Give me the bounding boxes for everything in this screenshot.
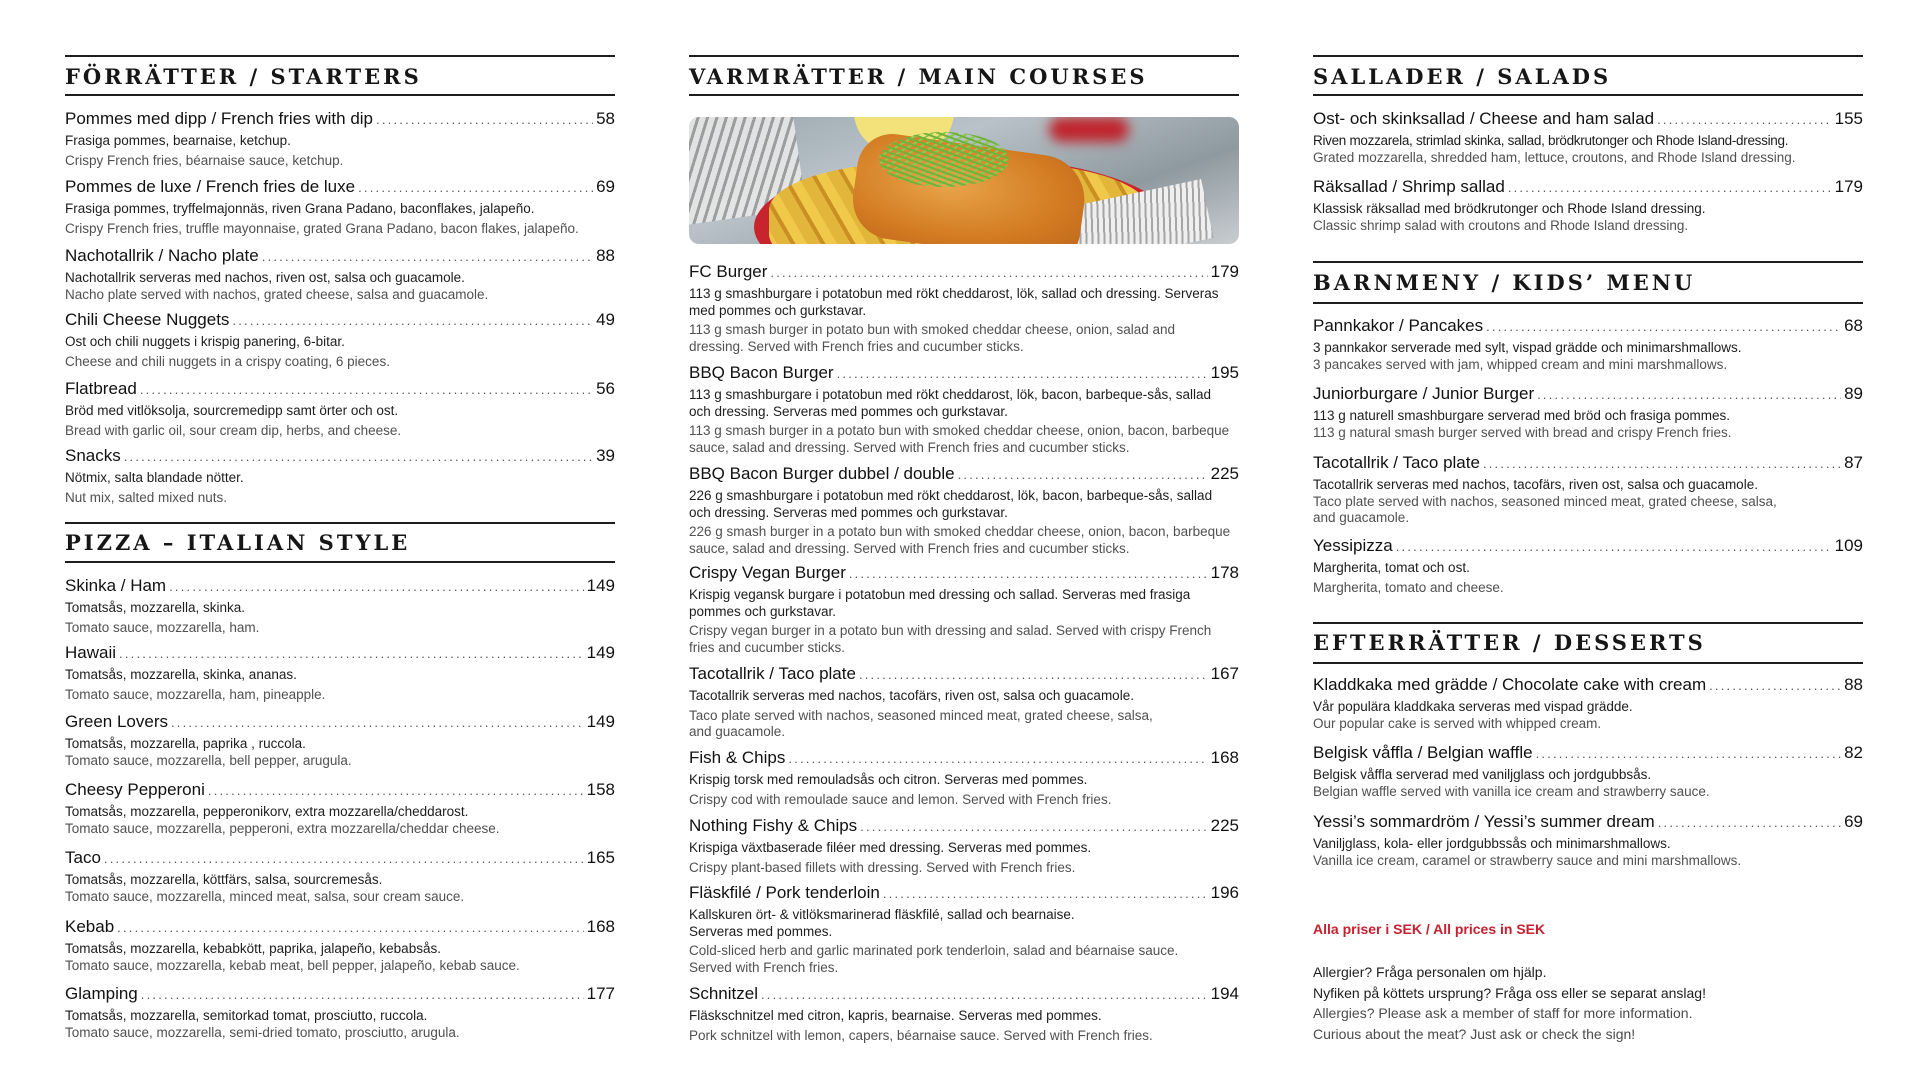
item-desc-sv: Krispiga växtbaserade filéer med dressing. Serveras med pommes. — [689, 840, 1092, 855]
item-desc-sv: Nachotallrik serveras med nachos, riven ost, salsa och guacamole. — [65, 270, 465, 285]
menu-item — [689, 748, 1239, 808]
section-title-salads: SALLADER / SALADS — [1313, 64, 1612, 89]
menu-item — [1313, 384, 1863, 441]
item-price: 82 — [1844, 743, 1863, 762]
item-price: 179 — [1210, 262, 1239, 281]
menu-item — [689, 664, 1239, 741]
item-desc-en: Belgian waffle served with vanilla ice cream and strawberry sauce. — [1313, 783, 1710, 799]
item-desc-sv: Ost och chili nuggets i krispig panering, 6-bitar. — [65, 334, 345, 349]
item-desc-en: Taco plate served with nachos, seasoned minced meat, grated cheese, salsa, and guacamole. — [689, 707, 1153, 739]
leader-dots — [119, 644, 584, 664]
item-desc-sv: Kallskuren ört- & vitlöksmarinerad fläskfilé, sallad och bearnaise. Serveras med pommes. — [689, 907, 1075, 939]
item-desc-sv: Tomatsås, mozzarella, skinka. — [65, 600, 246, 615]
menu-item — [65, 310, 615, 370]
item-desc-sv: Tomatsås, mozzarella, köttfärs, salsa, sourcremesås. — [65, 872, 383, 887]
menu-item — [65, 576, 615, 636]
item-price: 39 — [596, 446, 615, 465]
menu-item — [1313, 743, 1863, 800]
item-desc-en: Cold-sliced herb and garlic marinated pork tenderloin, salad and béarnaise sauce. Served with French fries. — [689, 943, 1179, 975]
menu-item — [65, 446, 615, 506]
item-desc-en: Tomato sauce, mozzarella, ham. — [65, 619, 260, 635]
item-name: FC Burger — [689, 262, 768, 281]
leader-dots — [376, 110, 593, 130]
menu-item — [65, 109, 615, 169]
item-name: Crispy Vegan Burger — [689, 563, 846, 582]
item-price: 179 — [1834, 177, 1863, 196]
leader-dots — [859, 665, 1208, 685]
item-desc-en: 3 pancakes served with jam, whipped cream and mini marshmallows. — [1313, 356, 1728, 372]
item-price: 194 — [1210, 984, 1239, 1003]
leader-dots — [169, 577, 584, 597]
menu-item — [65, 780, 615, 837]
item-name: Yessipizza — [1313, 536, 1393, 555]
divider — [1313, 302, 1863, 304]
item-desc-sv: Tomatsås, mozzarella, pepperonikorv, extra mozzarella/cheddarost. — [65, 804, 469, 819]
item-desc-sv: Krispig vegansk burgare i potatobun med dressing och sallad. Serveras med frasiga pommes och gurkstavar. — [689, 587, 1191, 619]
menu-item — [689, 464, 1239, 557]
item-name: Pannkakor / Pancakes — [1313, 316, 1484, 335]
item-price: 158 — [586, 780, 615, 799]
leader-dots — [837, 364, 1208, 384]
item-desc-sv: Fläskschnitzel med citron, kapris, bearnaise. Serveras med pommes. — [689, 1008, 1102, 1023]
item-desc-en: Classic shrimp salad with croutons and Rhode Island dressing. — [1313, 217, 1689, 233]
divider — [1313, 261, 1863, 263]
item-price: 196 — [1210, 883, 1239, 902]
item-name: BBQ Bacon Burger dubbel / double — [689, 464, 955, 483]
item-desc-en: Pork schnitzel with lemon, capers, béarnaise sauce. Served with French fries. — [689, 1027, 1153, 1043]
item-desc-en: Cheese and chili nuggets in a crispy coating, 6 pieces. — [65, 353, 390, 369]
item-name: Belgisk våffla / Belgian waffle — [1313, 743, 1533, 762]
prices-currency-note: Alla priser i SEK / All prices in SEK — [1313, 921, 1546, 937]
item-desc-en: Tomato sauce, mozzarella, semi-dried tomato, prosciutto, arugula. — [65, 1024, 460, 1040]
leader-dots — [1536, 744, 1842, 764]
section-title-mains: VARMRÄTTER / MAIN COURSES — [689, 64, 1148, 89]
leader-dots — [140, 380, 593, 400]
item-desc-en: 113 g natural smash burger served with bread and crispy French fries. — [1313, 424, 1732, 440]
item-desc-sv: Frasiga pommes, tryffelmajonnäs, riven Grana Padano, baconflakes, jalapeño. — [65, 201, 535, 216]
item-price: 69 — [1844, 812, 1863, 831]
allergy-note — [1313, 962, 1706, 1044]
leader-dots — [1508, 178, 1832, 198]
item-price: 87 — [1844, 453, 1863, 472]
leader-dots — [1709, 676, 1841, 696]
item-name: Flatbread — [65, 379, 137, 398]
divider — [1313, 622, 1863, 624]
item-desc-en: Tomato sauce, mozzarella, minced meat, salsa, sour cream sauce. — [65, 888, 465, 904]
allergy-note-sv-2: Nyfiken på köttets ursprung? Fråga oss eller se separat anslag! — [1313, 984, 1706, 1001]
item-desc-sv: Bröd med vitlöksolja, sourcremedipp samt örter och ost. — [65, 403, 399, 418]
item-desc-sv: Frasiga pommes, bearnaise, ketchup. — [65, 133, 291, 148]
item-name: Pommes med dipp / French fries with dip — [65, 109, 374, 128]
item-desc-sv: 226 g smashburgare i potatobun med rökt cheddarost, lök, bacon, barbeque-sås, sallad och dressing. Serveras med pommes och gurkstavar. — [689, 488, 1213, 520]
item-name: Kebab — [65, 917, 115, 936]
item-desc-sv: Tomatsås, mozzarella, skinka, ananas. — [65, 667, 297, 682]
item-price: 58 — [596, 109, 615, 128]
item-price: 89 — [1844, 384, 1863, 403]
item-price: 56 — [596, 379, 615, 398]
item-price: 109 — [1834, 536, 1863, 555]
item-name: Skinka / Ham — [65, 576, 167, 595]
menu-item — [65, 984, 615, 1041]
menu-item — [65, 379, 615, 439]
item-name: Chili Cheese Nuggets — [65, 310, 230, 329]
item-desc-sv: Margherita, tomat och ost. — [1313, 560, 1470, 575]
divider — [1313, 662, 1863, 664]
item-desc-sv: Klassisk räksallad med brödkrutonger och Rhode Island dressing. — [1313, 201, 1706, 216]
item-price: 149 — [586, 643, 615, 662]
menu-item — [1313, 109, 1863, 166]
leader-dots — [124, 447, 593, 467]
menu-item — [1313, 453, 1863, 527]
menu-item — [1313, 812, 1863, 869]
item-desc-en: Crispy cod with remoulade sauce and lemon. Served with French fries. — [689, 791, 1112, 807]
leader-dots — [104, 849, 584, 869]
item-name: Nothing Fishy & Chips — [689, 816, 858, 835]
section-title-pizza: PIZZA – ITALIAN STYLE — [65, 530, 411, 555]
menu-item — [65, 177, 615, 237]
menu-item — [689, 984, 1239, 1044]
item-price: 225 — [1210, 464, 1239, 483]
item-price: 178 — [1210, 563, 1239, 582]
menu-item — [689, 363, 1239, 456]
allergy-note-sv-1: Allergier? Fråga personalen om hjälp. — [1313, 964, 1547, 980]
leader-dots — [117, 918, 583, 938]
leader-dots — [860, 817, 1207, 837]
item-desc-en: Grated mozzarella, shredded ham, lettuce, croutons, and Rhode Island dressing. — [1313, 149, 1796, 165]
item-price: 168 — [586, 917, 615, 936]
item-name: Cheesy Pepperoni — [65, 780, 205, 799]
item-price: 167 — [1210, 664, 1239, 683]
item-price: 165 — [586, 848, 615, 867]
leader-dots — [849, 564, 1208, 584]
item-desc-sv: Vaniljglass, kola- eller jordgubbssås och minimarshmallows. — [1313, 836, 1671, 851]
item-price: 49 — [596, 310, 615, 329]
column-middle — [689, 0, 1239, 1080]
item-desc-sv: 113 g smashburgare i potatobun med rökt cheddarost, lök, sallad och dressing. Serveras med pommes och gurkstavar. — [689, 286, 1219, 318]
menu-item — [689, 262, 1239, 355]
item-desc-sv: 113 g smashburgare i potatobun med rökt cheddarost, lök, bacon, barbeque-sås, sallad och dressing. Serveras med pommes och gurkstavar. — [689, 387, 1212, 419]
leader-dots — [141, 985, 584, 1005]
item-name: Glamping — [65, 984, 138, 1003]
leader-dots — [262, 247, 593, 267]
item-price: 177 — [586, 984, 615, 1003]
section-title-kids: BARNMENY / KIDS’ MENU — [1313, 270, 1696, 295]
leader-dots — [358, 178, 593, 198]
item-desc-en: Our popular cake is served with whipped cream. — [1313, 715, 1602, 731]
divider — [689, 55, 1239, 57]
allergy-note-en-1: Allergies? Please ask a member of staff for more information. — [1313, 1005, 1693, 1021]
item-price: 168 — [1210, 748, 1239, 767]
item-price: 88 — [596, 246, 615, 265]
item-desc-sv: Krispig torsk med remouladsås och citron. Serveras med pommes. — [689, 772, 1088, 787]
item-name: Hawaii — [65, 643, 117, 662]
menu-item — [1313, 316, 1863, 373]
leader-dots — [788, 749, 1207, 769]
item-desc-en: Nut mix, salted mixed nuts. — [65, 489, 228, 505]
menu-item — [65, 643, 615, 703]
item-desc-sv: Riven mozzarela, strimlad skinka, sallad, brödkrutonger och Rhode Island-dressing. — [1313, 133, 1789, 148]
item-name: Tacotallrik / Taco plate — [689, 664, 856, 683]
leader-dots — [958, 465, 1208, 485]
leader-dots — [1486, 317, 1841, 337]
item-desc-en: Crispy French fries, béarnaise sauce, ketchup. — [65, 152, 344, 168]
allergy-note-en-2: Curious about the meat? Just ask or check the sign! — [1313, 1025, 1636, 1042]
item-desc-sv: Tomatsås, mozzarella, semitorkad tomat, prosciutto, ruccola. — [65, 1008, 428, 1023]
item-desc-sv: Tomatsås, mozzarella, paprika , ruccola. — [65, 736, 306, 751]
item-desc-en: Tomato sauce, mozzarella, kebab meat, bell pepper, jalapeño, kebab sauce. — [65, 957, 520, 973]
leader-dots — [232, 311, 593, 331]
item-price: 195 — [1210, 363, 1239, 382]
item-name: Yessi’s sommardröm / Yessi’s summer dream — [1313, 812, 1655, 831]
item-desc-sv: Belgisk våffla serverad med vaniljglass och jordgubbsås. — [1313, 767, 1652, 782]
item-desc-en: Crispy French fries, truffle mayonnaise, grated Grana Padano, bacon flakes, jalapeño. — [65, 220, 579, 236]
item-desc-en: Crispy plant-based fillets with dressing. Served with French fries. — [689, 859, 1076, 875]
item-price: 68 — [1844, 316, 1863, 335]
leader-dots — [761, 985, 1208, 1005]
item-desc-en: 226 g smash burger in a potato bun with smoked cheddar cheese, onion, bacon, barbeque sauce, salad and dressing. Served with French fries and cucumber sticks. — [689, 524, 1231, 556]
item-desc-en: Margherita, tomato and cheese. — [1313, 579, 1504, 595]
leader-dots — [1396, 537, 1832, 557]
leader-dots — [1658, 813, 1841, 833]
divider — [65, 561, 615, 563]
item-name: Ost- och skinksallad / Cheese and ham salad — [1313, 109, 1655, 128]
item-desc-en: Tomato sauce, mozzarella, bell pepper, arugula. — [65, 752, 352, 768]
item-name: Räksallad / Shrimp sallad — [1313, 177, 1505, 196]
divider — [65, 55, 615, 57]
leader-dots — [171, 713, 584, 733]
divider — [689, 94, 1239, 96]
item-desc-en: Tomato sauce, mozzarella, pepperoni, extra mozzarella/cheddar cheese. — [65, 820, 500, 836]
leader-dots — [1537, 385, 1841, 405]
item-desc-sv: 3 pannkakor serverade med sylt, vispad grädde och minimarshmallows. — [1313, 340, 1742, 355]
item-desc-en: Bread with garlic oil, sour cream dip, herbs, and cheese. — [65, 422, 402, 438]
section-title-starters: FÖRRÄTTER / STARTERS — [65, 64, 422, 89]
divider — [1313, 94, 1863, 96]
item-name: Nachotallrik / Nacho plate — [65, 246, 259, 265]
item-name: Fläskfilé / Pork tenderloin — [689, 883, 880, 902]
item-desc-sv: Nötmix, salta blandade nötter. — [65, 470, 244, 485]
menu-item — [689, 563, 1239, 656]
column-right — [1313, 0, 1863, 1080]
leader-dots — [770, 263, 1207, 283]
divider — [65, 522, 615, 524]
menu-item — [1313, 675, 1863, 732]
item-name: BBQ Bacon Burger — [689, 363, 834, 382]
item-name: Green Lovers — [65, 712, 168, 731]
item-price: 155 — [1834, 109, 1863, 128]
section-title-desserts: EFTERRÄTTER / DESSERTS — [1313, 630, 1706, 655]
item-name: Snacks — [65, 446, 121, 465]
item-name: Pommes de luxe / French fries de luxe — [65, 177, 356, 196]
item-desc-en: Taco plate served with nachos, seasoned minced meat, grated cheese, salsa, and guacamole. — [1313, 493, 1777, 525]
menu-item — [689, 883, 1239, 976]
item-name: Tacotallrik / Taco plate — [1313, 453, 1480, 472]
item-desc-sv: Tomatsås, mozzarella, kebabkött, paprika, jalapeño, kebabsås. — [65, 941, 441, 956]
item-name: Schnitzel — [689, 984, 758, 1003]
item-desc-en: Vanilla ice cream, caramel or strawberry sauce and mini marshmallows. — [1313, 852, 1742, 868]
leader-dots — [208, 781, 584, 801]
leader-dots — [1657, 110, 1832, 130]
item-desc-sv: Tacotallrik serveras med nachos, tacofärs, riven ost, salsa och guacamole. — [689, 688, 1134, 703]
menu-item — [65, 712, 615, 769]
divider — [1313, 55, 1863, 57]
menu-item — [65, 917, 615, 974]
menu-item — [1313, 177, 1863, 234]
item-desc-en: Crispy vegan burger in a potato bun with dressing and salad. Served with crispy French fries and cucumber sticks. — [689, 623, 1212, 655]
item-price: 88 — [1844, 675, 1863, 694]
item-name: Fish & Chips — [689, 748, 786, 767]
item-desc-en: 113 g smash burger in potato bun with smoked cheddar cheese, onion, salad and dressing. Served with French fries and cucumber sticks. — [689, 322, 1176, 354]
item-desc-sv: Vår populära kladdkaka serveras med vispad grädde. — [1313, 699, 1633, 714]
item-desc-en: Nacho plate served with nachos, grated cheese, salsa and guacamole. — [65, 286, 489, 302]
item-name: Kladdkaka med grädde / Chocolate cake with cream — [1313, 675, 1707, 694]
leader-dots — [1483, 454, 1841, 474]
item-desc-sv: 113 g naturell smashburgare serverad med bröd och frasiga pommes. — [1313, 408, 1730, 423]
menu-item — [689, 816, 1239, 876]
menu-item — [1313, 536, 1863, 596]
item-price: 149 — [586, 576, 615, 595]
item-desc-en: Tomato sauce, mozzarella, ham, pineapple. — [65, 686, 326, 702]
food-photo-fish-and-chips — [689, 117, 1239, 244]
column-left — [65, 0, 615, 1080]
item-desc-en: 113 g smash burger in a potato bun with smoked cheddar cheese, onion, bacon, barbeque sauce, salad and dressing. Served with French fries and cucumber sticks. — [689, 423, 1230, 455]
menu-item — [65, 246, 615, 303]
item-price: 225 — [1210, 816, 1239, 835]
item-price: 149 — [586, 712, 615, 731]
menu-item — [65, 848, 615, 905]
item-desc-sv: Tacotallrik serveras med nachos, tacofärs, riven ost, salsa och guacamole. — [1313, 477, 1758, 492]
leader-dots — [883, 884, 1208, 904]
item-name: Juniorburgare / Junior Burger — [1313, 384, 1535, 403]
divider — [65, 94, 615, 96]
item-price: 69 — [596, 177, 615, 196]
item-name: Taco — [65, 848, 101, 867]
